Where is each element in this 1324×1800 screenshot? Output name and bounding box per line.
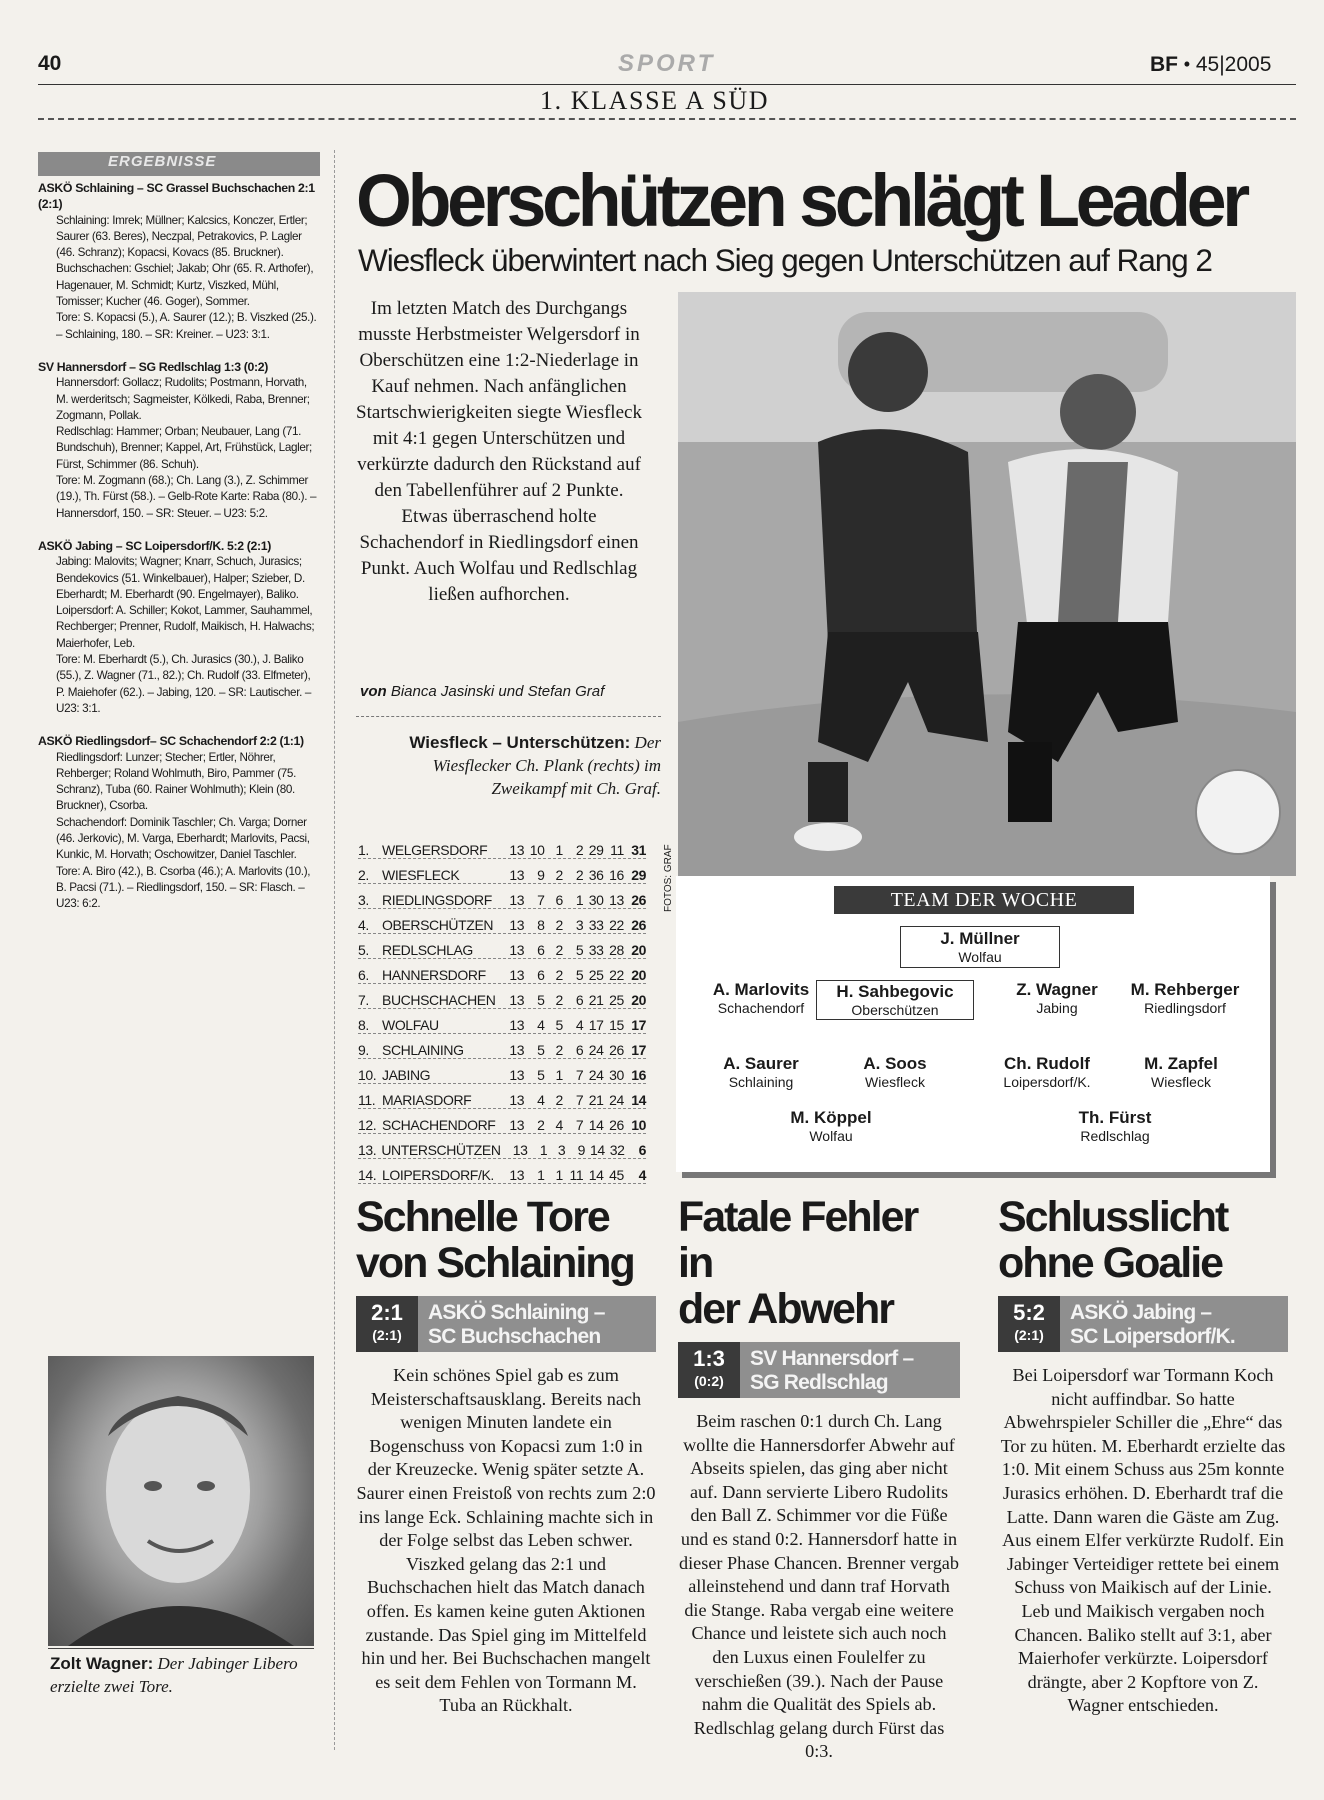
- table-cell-pts: 29: [631, 867, 647, 883]
- photo-caption: [356, 731, 661, 800]
- table-cell-w: 1: [539, 1142, 548, 1158]
- table-cell-l: 6: [575, 1042, 584, 1058]
- table-cell-ga: 32: [609, 1142, 625, 1158]
- portrait-rule: [48, 1648, 314, 1649]
- table-cell-pos: 4.: [358, 917, 369, 933]
- team-player: Z. Wagner Jabing: [1016, 980, 1098, 1016]
- table-cell-pts: 20: [631, 967, 647, 983]
- byline-names: Bianca Jasinski und Stefan Graf: [390, 683, 605, 700]
- report-text: Kein schönes Spiel gab es zum Meisterschaftsausklang. Bereits nach wenigen Minuten landete ein Bogenschuss von Kopacsi zum 1:0 in der Kreuzecke. Wenig später setzte A. Saurer einen Freistoß von rechts zum 2:0 ins lange Eck. Schlaining machte sich in der Folge selbst das Leben schwer. Viszked gelang das 2:1 und Buchschachen hielt das Match danach offen. Es kamen keine guten Aktionen zustande. Das Spiel ging im Mittelfeld hin und her. Bei Buchschachen mangelt es seit dem Fehlen von Tormann M. Tuba an Rückhalt.: [356, 1365, 656, 1716]
- table-cell-l: 2: [575, 842, 584, 858]
- table-cell-ga: 28: [609, 942, 624, 958]
- issue-number: 45|2005: [1195, 53, 1272, 76]
- caption-text: Der Wiesflecker Ch. Plank (rechts) im Zweikampf mit Ch. Graf.: [432, 733, 661, 798]
- table-cell-gf: 25: [588, 967, 604, 983]
- portrait-name: Zolt Wagner:: [50, 1654, 154, 1673]
- result-line: Schlaining: Imrek; Müllner; Kalcsics, Konczer, Ertler; Saurer (63. Beres), Neczpal, Petrakovics, P. Lagler (46. Schranz); Kopacsi, Kovacs (85. Bruckner).: [56, 213, 308, 260]
- table-cell-team: BUCHSCHACHEN: [382, 992, 496, 1008]
- table-cell-l: 7: [575, 1092, 584, 1108]
- table-cell-g: 13: [509, 1017, 525, 1033]
- table-row: [358, 909, 646, 934]
- table-cell-gf: 21: [588, 992, 604, 1008]
- table-cell-team: SCHACHENDORF: [382, 1117, 496, 1133]
- portrait-illustration: [48, 1356, 314, 1646]
- table-cell-pts: 26: [631, 892, 647, 908]
- table-cell-ga: 26: [609, 1042, 624, 1058]
- result-line: Riedlingsdorf: Lunzer; Stecher; Ertler, Nöhrer, Rehberger; Roland Wohlmuth, Biro, Pammer (75. Schranz), Tuba (60. Rainer Wohlmuth); Klein (80. Bruckner), Csorba.: [56, 750, 296, 813]
- team-player: M. Rehberger Riedlingsdorf: [1130, 980, 1240, 1016]
- portrait-photo: [48, 1356, 314, 1646]
- table-cell-l: 7: [575, 1117, 584, 1133]
- team-player: J. Müllner Wolfau: [900, 926, 1060, 968]
- table-cell-l: 4: [575, 1017, 584, 1033]
- table-cell-gf: 14: [589, 1142, 605, 1158]
- result-match: [38, 180, 320, 343]
- table-cell-gf: 30: [588, 892, 604, 908]
- team-player: A. Soos Wiesfleck: [863, 1054, 927, 1090]
- table-cell-team: REDLSCHLAG: [382, 942, 473, 958]
- table-cell-l: 1: [575, 892, 584, 908]
- team-player: Th. Fürst Redlschlag: [1078, 1108, 1152, 1144]
- table-cell-w: 5: [537, 1042, 545, 1058]
- table-cell-d: 5: [555, 1017, 563, 1033]
- table-cell-pos: 3.: [358, 892, 369, 908]
- match-teams: ASKÖ Schlaining – SC Buchschachen: [418, 1296, 656, 1352]
- subtitle: Wiesfleck überwintert nach Sieg gegen Unterschützen auf Rang 2: [358, 242, 1212, 278]
- table-cell-d: 1: [555, 1167, 563, 1183]
- table-cell-w: 5: [537, 992, 545, 1008]
- table-cell-pts: 17: [631, 1017, 647, 1033]
- table-cell-l: 11: [569, 1167, 584, 1183]
- table-cell-d: 2: [555, 967, 563, 983]
- result-head: ASKÖ Riedlingsdorf– SC Schachendorf 2:2 (1:1): [38, 734, 304, 749]
- table-cell-team: OBERSCHÜTZEN: [382, 917, 494, 933]
- table-cell-ga: 25: [609, 992, 624, 1008]
- table-cell-pts: 16: [631, 1067, 647, 1083]
- intro-text: Im letzten Match des Durchgangs musste Herbstmeister Welgersdorf in Oberschützen eine 1:2-Niederlage in Kauf nehmen. Nach anfänglichen Startschwierigkeiten siegte Wiesfleck mit 4:1 gegen Unterschützen und verkürzte dadurch den Rückstand auf den Tabellenführer auf 2 Punkte. Etwas überraschend holte Schachendorf in Riedlingsdorf einen Punkt. Auch Wolfau und Redlschlag ließen aufhorchen.: [356, 298, 642, 605]
- result-line: Redlschlag: Hammer; Orban; Neubauer, Lang (71. Bundschuh), Brenner; Kappel, Art, Frühstück, Lagler; Fürst, Schimmer (86. Schuh).: [56, 425, 312, 471]
- result-head: ASKÖ Jabing – SC Loipersdorf/K. 5:2 (2:1): [38, 538, 271, 553]
- table-cell-pos: 6.: [358, 967, 369, 983]
- table-cell-d: 1: [555, 1067, 563, 1083]
- results-title: ERGEBNISSE: [38, 152, 320, 176]
- table-cell-pts: 20: [631, 992, 647, 1008]
- table-cell-d: 3: [557, 1142, 566, 1158]
- table-row: [358, 959, 646, 984]
- match-photo: [678, 292, 1296, 876]
- table-cell-pos: 7.: [358, 992, 369, 1008]
- table-cell-gf: 29: [588, 842, 604, 858]
- table-cell-d: 2: [555, 1042, 563, 1058]
- table-cell-team: JABING: [382, 1067, 431, 1083]
- table-cell-d: 2: [555, 917, 563, 933]
- table-cell-team: SCHLAINING: [382, 1042, 464, 1058]
- photo-credit: FOTOS: GRAF: [663, 844, 674, 912]
- issue-info: BF • 45|2005: [1150, 52, 1272, 76]
- table-cell-d: 4: [555, 1117, 563, 1133]
- table-cell-gf: 36: [588, 867, 604, 883]
- table-cell-d: 2: [555, 867, 563, 883]
- table-cell-l: 9: [577, 1142, 585, 1158]
- table-cell-w: 4: [537, 1092, 545, 1108]
- paper-name: BF: [1150, 53, 1178, 76]
- table-cell-team: LOIPERSDORF/K.: [382, 1167, 494, 1183]
- table-row: [358, 884, 646, 909]
- table-cell-d: 2: [555, 942, 563, 958]
- table-cell-ga: 22: [609, 917, 624, 933]
- table-cell-w: 6: [537, 967, 545, 983]
- table-cell-l: 7: [575, 1067, 584, 1083]
- table-cell-d: 1: [555, 842, 563, 858]
- byline: [360, 683, 604, 700]
- table-cell-ga: 15: [609, 1017, 624, 1033]
- table-cell-w: 8: [537, 917, 545, 933]
- table-row: [358, 1059, 646, 1084]
- table-cell-d: 2: [555, 1092, 563, 1108]
- caption-bold: Wiesfleck – Unterschützen:: [409, 733, 631, 752]
- table-cell-ga: 16: [609, 867, 624, 883]
- results-column: [38, 152, 320, 928]
- table-cell-ga: 30: [609, 1067, 624, 1083]
- table-cell-g: 13: [509, 842, 525, 858]
- headline: Oberschützen schlägt Leader: [356, 159, 1246, 242]
- table-cell-l: 5: [575, 967, 584, 983]
- table-cell-team: WOLFAU: [382, 1017, 439, 1033]
- result-head: ASKÖ Schlaining – SC Grassel Buchschachen 2:1 (2:1): [38, 181, 315, 212]
- table-cell-pos: 13.: [358, 1142, 377, 1158]
- table-row: [358, 934, 646, 959]
- result-line: Loipersdorf: A. Schiller; Kokot, Lammer, Sauhammel, Rechberger; Prenner, Rudolf, Maikisch, H. Halwachs; Maierhofer, Leb.: [56, 604, 315, 650]
- score-box: 1:3 (0:2): [678, 1342, 740, 1398]
- result-match: [38, 359, 320, 522]
- results-list: [38, 180, 320, 912]
- table-cell-pts: 26: [631, 917, 647, 933]
- table-cell-pts: 31: [631, 842, 647, 858]
- table-cell-l: 2: [575, 867, 584, 883]
- table-cell-gf: 24: [588, 1042, 604, 1058]
- table-cell-pts: 17: [631, 1042, 647, 1058]
- result-line: Tore: M. Zogmann (68.); Ch. Lang (3.), Z. Schimmer (19.), Th. Fürst (58.). – Gelb-Rote Karte: Raba (80.). – Hannersdorf, 150. – SR: Steuer. – U23: 5:2.: [56, 474, 317, 520]
- result-line: Hannersdorf: Gollacz; Rudolits; Postmann, Horvath, M. werderitsch; Sagmeister, Kölkedi, Raba, Brenner; Zogmann, Pollak.: [56, 376, 310, 422]
- report-1: [356, 1194, 656, 1718]
- report-text: Bei Loipersdorf war Tormann Koch nicht auffindbar. So hatte Abwehrspieler Schiller die „Ehre“ das Tor zu hüten. M. Eberhardt erzielte das 1:0. Mit einem Schuss aus 25m konnte Jurasics erhöhen. D. Eberhardt traf die Latte. Dann waren die Gäste am Zug. Aus einem Elfer verkürzte Rudolf. Ein Jabinger Verteidiger rettete bei einem Schuss von Maikisch auf der Linie. Leb und Maikisch vergaben noch Chancen. Baliko stellt auf 3:1, aber Maierhofer verkürzte. Loipersdorf drängte, aber 2 Kopftore von Z. Wagner entschieden.: [1000, 1365, 1286, 1716]
- portrait-caption: [50, 1652, 310, 1698]
- table-cell-d: 6: [555, 892, 563, 908]
- table-cell-w: 7: [537, 892, 545, 908]
- team-of-week-box: [676, 876, 1270, 1172]
- score-band: [678, 1342, 960, 1398]
- match-teams: ASKÖ Jabing – SC Loipersdorf/K.: [1060, 1296, 1288, 1352]
- report-title: Fatale Fehler in der Abwehr: [678, 1193, 918, 1333]
- table-cell-pos: 9.: [358, 1042, 369, 1058]
- score-box: 5:2 (2:1): [998, 1296, 1060, 1352]
- table-cell-g: 13: [509, 1042, 525, 1058]
- table-cell-pos: 12.: [358, 1117, 377, 1133]
- result-line: Jabing: Malovits; Wagner; Knarr, Schuch, Jurasics; Bendekovics (51. Winkelbauer), Halper; Szieber, D. Eberhardt; M. Eberhardt (90. Engelmayer), Baliko.: [56, 555, 305, 601]
- table-cell-gf: 24: [588, 1067, 604, 1083]
- section-label: SPORT: [618, 50, 716, 77]
- league-title: 1. KLASSE A SÜD: [540, 86, 770, 115]
- result-head: SV Hannersdorf – SG Redlschlag 1:3 (0:2): [38, 359, 268, 374]
- match-photo-illustration: [678, 292, 1296, 876]
- standings-table: [358, 834, 646, 1184]
- result-match: [38, 538, 320, 717]
- result-line: Tore: M. Eberhardt (5.), Ch. Jurasics (30.), J. Baliko (55.), Z. Wagner (71., 82.); Ch. Rudolf (33. Elfmeter), P. Maiehofer (62.). – Jabing, 120. – SR: Lautischer. – U23: 3:1.: [56, 653, 312, 715]
- table-cell-w: 2: [537, 1117, 545, 1133]
- table-cell-pts: 6: [638, 1142, 647, 1158]
- table-row: [358, 859, 646, 884]
- table-cell-team: UNTERSCHÜTZEN: [381, 1142, 501, 1158]
- table-cell-gf: 14: [588, 1117, 604, 1133]
- table-cell-pos: 1.: [358, 842, 369, 858]
- table-cell-g: 13: [509, 967, 525, 983]
- table-cell-team: RIEDLINGSDORF: [382, 892, 492, 908]
- match-teams: SV Hannersdorf – SG Redlschlag: [740, 1342, 960, 1398]
- report-2: [678, 1194, 960, 1764]
- table-cell-gf: 33: [588, 917, 604, 933]
- team-player: A. Marlovits Schachendorf: [712, 980, 810, 1016]
- table-cell-g: 13: [509, 1067, 525, 1083]
- table-cell-w: 9: [537, 867, 545, 883]
- report-text: Beim raschen 0:1 durch Ch. Lang wollte die Hannersdorfer Abwehr auf Abseits spielen, das ging aber nicht auf. Dann servierte Libero Rudolits den Ball Z. Schimmer vor die Füße und es stand 0:2. Hannersdorf hatte in dieser Phase Chancen. Brenner vergab alleinstehend und dann traf Horvath die Stange. Raba vergab eine weitere Chance und leistete sich auch noch den Luxus einen Foulelfer zu verschießen (39.). Nach der Pause nahm die Qualität des Spiels ab. Redlschlag gelang durch Fürst das 0:3.: [679, 1411, 959, 1762]
- column-divider: [334, 150, 335, 1750]
- result-line: Buchschachen: Gschiel; Jakab; Ohr (65. R. Arthofer), Hagenauer, M. Schmidt; Kurtz, Viszked, Mühl, Tomisser; Kucher (46. Goger), Sommer.: [56, 262, 314, 309]
- result-line: Tore: S. Kopacsi (5.), A. Saurer (12.); B. Viszked (25.). – Schlaining, 180. – SR: Kreiner. – U23: 3:1.: [56, 311, 317, 341]
- result-line: Tore: A. Biro (42.), B. Csorba (46.); A. Marlovits (10.), B. Pacsi (71.). – Riedlingsdorf, 150. – SR: Flasch. – U23: 6:2.: [56, 864, 311, 911]
- header-divider: [38, 118, 1296, 120]
- team-player: H. Sahbegovic Oberschützen: [816, 980, 974, 1020]
- team-of-week-title: TEAM DER WOCHE: [834, 886, 1134, 914]
- table-cell-w: 4: [537, 1017, 545, 1033]
- table-row: [358, 1009, 646, 1034]
- table-cell-ga: 45: [609, 1167, 624, 1183]
- table-cell-l: 6: [575, 992, 584, 1008]
- score-box: 2:1 (2:1): [356, 1296, 418, 1352]
- table-cell-pos: 14.: [358, 1167, 377, 1183]
- team-player: M. Zapfel Wiesfleck: [1144, 1054, 1218, 1090]
- table-cell-g: 13: [509, 867, 525, 883]
- table-row: [358, 1034, 646, 1059]
- table-cell-pos: 11.: [358, 1092, 376, 1108]
- table-cell-gf: 33: [588, 942, 604, 958]
- table-cell-g: 13: [509, 1167, 525, 1183]
- result-match: [38, 733, 320, 912]
- table-cell-ga: 24: [609, 1092, 624, 1108]
- table-cell-pts: 10: [631, 1117, 647, 1133]
- table-row: [358, 1159, 646, 1184]
- table-cell-pos: 10.: [358, 1067, 377, 1083]
- header-rule: [38, 84, 1296, 85]
- score-band: [998, 1296, 1288, 1352]
- team-player: Ch. Rudolf Loipersdorf/K.: [1003, 1054, 1091, 1090]
- table-cell-pos: 8.: [358, 1017, 369, 1033]
- report-title: Schnelle Tore von Schlaining: [356, 1193, 634, 1287]
- table-cell-w: 1: [537, 1167, 545, 1183]
- table-cell-pts: 20: [631, 942, 647, 958]
- table-cell-d: 2: [555, 992, 563, 1008]
- report-3: [998, 1194, 1288, 1718]
- table-cell-pts: 14: [631, 1092, 647, 1108]
- table-cell-g: 13: [512, 1142, 528, 1158]
- result-line: Schachendorf: Dominik Taschler; Ch. Varga; Dorner (46. Jerkovic), M. Varga, Eberhardt; Marlovits, Pacsi, Kunkic, M. Horvath; Oschowitzer, Daniel Taschler.: [56, 815, 310, 862]
- table-cell-w: 5: [537, 1067, 545, 1083]
- table-cell-w: 10: [529, 842, 545, 858]
- table-cell-gf: 14: [588, 1167, 604, 1183]
- table-row: [358, 834, 646, 859]
- byline-prefix: von: [360, 683, 387, 700]
- table-cell-gf: 21: [588, 1092, 604, 1108]
- table-cell-g: 13: [509, 992, 525, 1008]
- score-band: [356, 1296, 656, 1352]
- table-cell-gf: 17: [588, 1017, 604, 1033]
- table-cell-l: 3: [575, 917, 584, 933]
- table-cell-pos: 5.: [358, 942, 369, 958]
- table-cell-team: HANNERSDORF: [382, 967, 486, 983]
- report-title: Schlusslicht ohne Goalie: [998, 1193, 1228, 1287]
- portrait-text: Der Jabinger Libero erzielte zwei Tore.: [50, 1654, 298, 1696]
- team-player: A. Saurer Schlaining: [723, 1054, 799, 1090]
- table-cell-g: 13: [509, 942, 525, 958]
- table-cell-pos: 2.: [358, 867, 369, 883]
- page-number: 40: [38, 52, 62, 75]
- table-cell-team: MARIASDORF: [382, 1092, 472, 1108]
- table-cell-team: WIESFLECK: [382, 867, 460, 883]
- table-cell-ga: 11: [610, 842, 624, 858]
- table-cell-l: 5: [575, 942, 584, 958]
- table-row: [358, 1134, 646, 1159]
- table-row: [358, 1084, 646, 1109]
- table-cell-g: 13: [509, 892, 525, 908]
- table-row: [358, 1109, 646, 1134]
- table-cell-pts: 4: [638, 1167, 647, 1183]
- table-row: [358, 984, 646, 1009]
- table-cell-ga: 26: [609, 1117, 624, 1133]
- team-player: M. Köppel Wolfau: [790, 1108, 872, 1144]
- table-cell-w: 6: [537, 942, 545, 958]
- table-cell-ga: 13: [609, 892, 624, 908]
- table-cell-team: WELGERSDORF: [382, 842, 488, 858]
- caption-rule: [356, 716, 661, 717]
- table-cell-g: 13: [509, 1117, 525, 1133]
- table-cell-ga: 22: [609, 967, 624, 983]
- table-cell-g: 13: [509, 917, 525, 933]
- table-cell-g: 13: [509, 1092, 525, 1108]
